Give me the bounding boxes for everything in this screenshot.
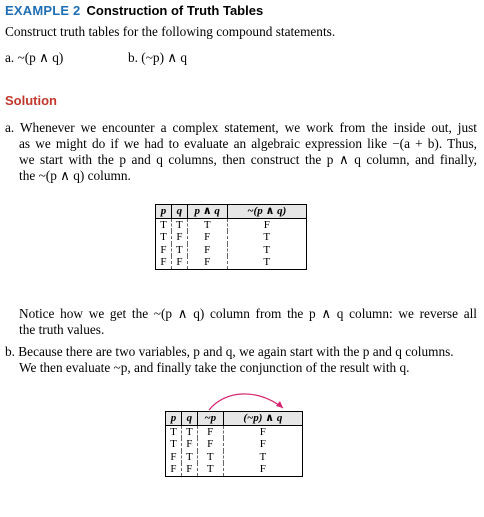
table-cell: T [197,463,223,476]
table-cell: F [197,425,223,438]
header-cell: p ∧ q [187,205,227,219]
solution-heading: Solution [5,93,57,108]
solution-a-line: the ~(p ∧ q) column. [19,168,131,183]
truth-table-b-header [166,412,303,426]
header-cell: p [156,205,172,219]
header-cell: q [171,205,187,219]
header-cell: (~p) ∧ q [223,412,302,426]
example-intro: Construct truth tables for the following compound statements. [5,24,336,39]
notice-line: the truth values. [19,322,105,337]
table-cell: F [156,256,172,269]
part-a: a. ~(p ∧ q) [5,50,64,65]
table-cell: T [166,425,182,438]
table-cell: T [156,231,172,244]
table-row [156,256,307,269]
conjunction-arrow [195,384,305,414]
solution-b-line: We then evaluate ~p, and finally take the conjunction of the result with q. [19,360,410,375]
solution-b-line: b. Because there are two variables, p and q, we again start with the p and q columns. [5,344,454,359]
table-cell: T [197,451,223,464]
table-cell: F [166,451,182,464]
table-cell: F [187,256,227,269]
table-row [166,438,303,451]
truth-table-a [155,204,307,270]
table-cell: T [181,451,197,464]
part-b: b. (~p) ∧ q [128,50,188,65]
arrow-curve [209,394,283,410]
table-cell: F [181,463,197,476]
table-cell: F [227,218,306,231]
solution-a-line: as we might do if we had to evaluate an algebraic expression like −(a + b). Thus, [19,136,477,151]
table-cell: F [223,438,302,451]
table-cell: T [171,218,187,231]
table-cell: T [227,256,306,269]
table-cell: F [181,438,197,451]
table-cell: F [156,244,172,257]
header-cell: ~p [197,412,223,426]
solution-a-paragraph [5,120,477,184]
header-cell: p [166,412,182,426]
solution-a-line: a. Whenever we encounter a complex statement, we work from the inside out, just [5,120,477,135]
example-title: Construction of Truth Tables [86,3,264,18]
table-cell: F [187,244,227,257]
table-cell: F [197,438,223,451]
table-cell: F [171,231,187,244]
table-cell: T [227,231,306,244]
table-cell: T [156,218,172,231]
header-cell: ~(p ∧ q) [227,205,306,219]
table-row [166,451,303,464]
example-parts [5,50,187,66]
example-heading [5,3,263,18]
table-row [156,231,307,244]
truth-table-a-header [156,205,307,219]
table-cell: T [166,438,182,451]
table-cell: T [187,218,227,231]
table-cell: T [171,244,187,257]
table-cell: T [223,451,302,464]
table-row [156,218,307,231]
table-cell: F [187,231,227,244]
example-label: EXAMPLE 2 [5,3,81,18]
table-row [166,425,303,438]
solution-b-paragraph [5,344,477,376]
solution-a-line: we start with the p and q columns, then construct the p ∧ q column, and finally, [19,152,477,167]
truth-table-b [165,411,303,477]
notice-line: Notice how we get the ~(p ∧ q) column from the p ∧ q column: we reverse all [19,306,477,321]
table-cell: F [166,463,182,476]
table-cell: T [181,425,197,438]
table-row [156,244,307,257]
table-row [166,463,303,476]
table-cell: F [223,425,302,438]
table-cell: F [223,463,302,476]
table-cell: F [171,256,187,269]
table-cell: T [227,244,306,257]
notice-paragraph [5,306,477,338]
header-cell: q [181,412,197,426]
